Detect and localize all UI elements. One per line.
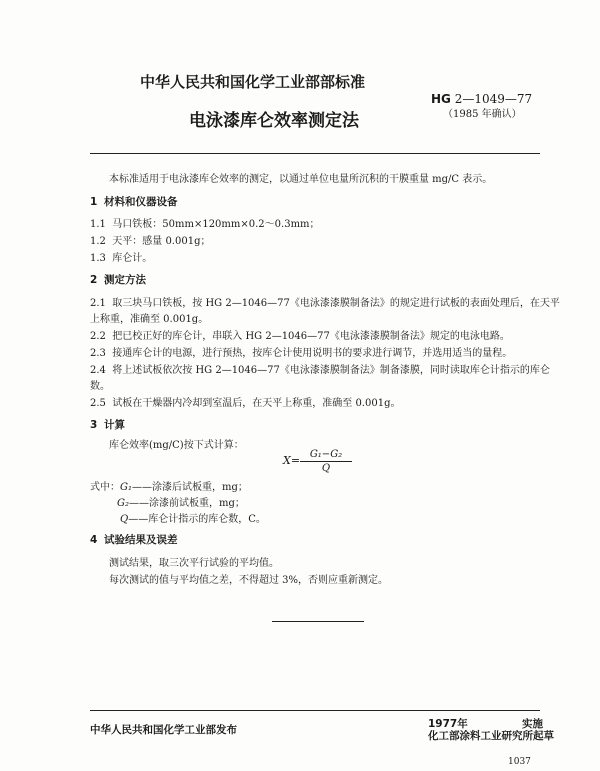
formula-numerator: G₁−G₂ <box>300 449 352 462</box>
item-2-4: 2.4 将上述试板依次按 HG 2—1046—77《电泳漆漆膜制备法》制备漆膜，同时读取库仑计指示的库仑 <box>90 365 550 376</box>
implement-label: 实施 <box>522 718 543 730</box>
item-1-3: 1.3 库仑计。 <box>90 253 153 264</box>
section-2-heading: 2 测定方法 <box>90 274 146 286</box>
definition-g1: 式中：G₁——涂漆后试板重，mg； <box>90 482 248 493</box>
formula-fraction <box>300 449 352 474</box>
item-2-1-continued: 上称重，准确至 0.001g。 <box>90 314 209 325</box>
publisher: 中华人民共和国化学工业部发布 <box>90 724 237 736</box>
formula-intro: 库仑效率(mg/C)按下式计算： <box>109 440 244 451</box>
page-number: 1037 <box>508 757 531 767</box>
section-3-heading: 3 计算 <box>90 419 125 431</box>
ministry-standard-heading: 中华人民共和国化学工业部部标准 <box>140 73 366 91</box>
section-1-heading: 1 材料和仪器设备 <box>90 196 178 208</box>
result-line-1: 测试结果，取三次平行试验的平均值。 <box>109 558 279 569</box>
standard-code <box>431 92 532 106</box>
definition-q: Q——库仑计指示的库仑数，C。 <box>120 514 266 525</box>
standard-code-number: 2—1049—77 <box>454 92 533 106</box>
item-2-5: 2.5 试板在干燥器内冷却到室温后，在天平上称重，准确至 0.001g。 <box>90 398 401 409</box>
section-4-heading: 4 试验结果及误差 <box>90 534 178 546</box>
confirmation-note: （1985 年确认） <box>443 109 522 120</box>
document-title: 电泳漆库仑效率测定法 <box>189 111 359 131</box>
intro-paragraph: 本标准适用于电泳漆库仑效率的测定，以通过单位电量所沉积的干膜重量 mg/C 表示。 <box>109 174 493 185</box>
implement-year: 1977年 <box>428 718 468 730</box>
end-rule <box>272 621 364 622</box>
formula-denominator: Q <box>321 463 331 474</box>
result-line-2: 每次测试的值与平均值之差，不得超过 3%，否则应重新测定。 <box>109 575 389 586</box>
item-2-3: 2.3 接通库仑计的电源，进行预热，按库仑计使用说明书的要求进行调节，并选用适当的量程。 <box>90 348 513 359</box>
footer-rule <box>90 710 540 711</box>
header-rule <box>90 153 540 154</box>
item-1-2: 1.2 天平：感量 0.001g； <box>90 236 211 247</box>
item-2-1: 2.1 取三块马口铁板，按 HG 2—1046—77《电泳漆漆膜制备法》的规定进行试板的表面处理后，在天平 <box>90 298 560 309</box>
formula-lhs: X= <box>283 454 301 467</box>
standard-code-prefix: HG <box>431 92 451 106</box>
item-2-2: 2.2 把已校正好的库仑计，串联入 HG 2—1046—77《电泳漆漆膜制备法》规定的电泳电路。 <box>90 331 510 342</box>
item-2-4-continued: 数。 <box>90 381 110 392</box>
item-1-1: 1.1 马口铁板：50mm×120mm×0.2～0.3mm； <box>90 219 320 230</box>
definition-g2: G₂——涂漆前试板重，mg； <box>117 498 245 509</box>
drafting-institute: 化工部涂料工业研究所起草 <box>428 730 554 742</box>
